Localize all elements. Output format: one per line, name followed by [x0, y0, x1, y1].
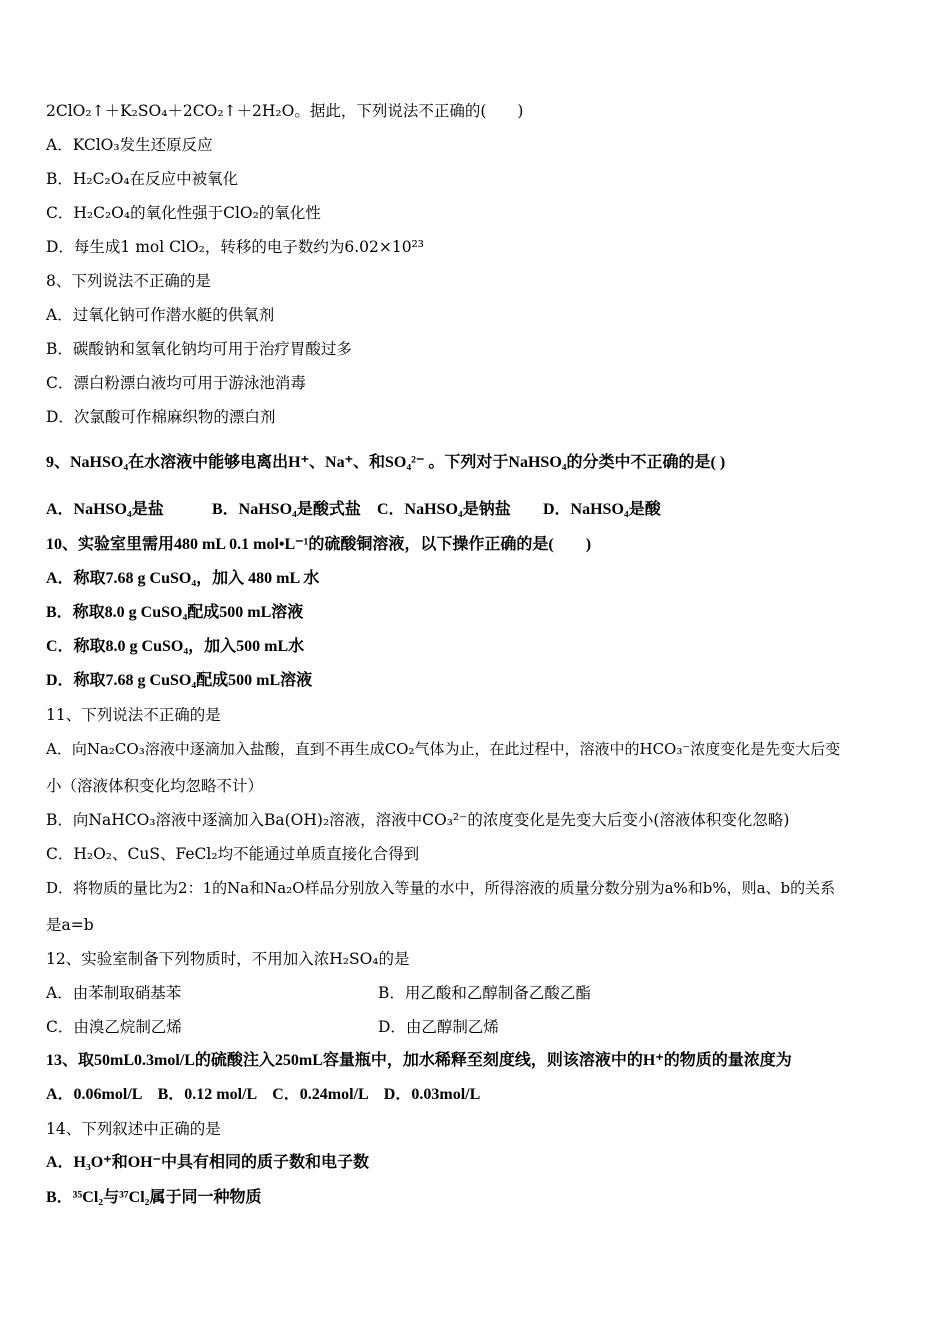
q10-option-b: B．称取8.0 g CuSO₄配成500 mL溶液	[46, 604, 304, 621]
q11-option-b: B．向NaHCO₃溶液中逐滴加入Ba(OH)₂溶液，溶液中CO₃²⁻的浓度变化是先变大后变小(溶液体积变化忽略)	[46, 811, 790, 829]
q10-option-d: D．称取7.68 g CuSO₄配成500 mL溶液	[46, 672, 313, 689]
q8-option-a: A．过氧化钠可作潜水艇的供氧剂	[46, 306, 275, 324]
q12-option-b: B．用乙酸和乙醇制备乙酸乙酯	[378, 984, 591, 1002]
q12-option-c: C．由溴乙烷制乙烯	[46, 1018, 182, 1036]
q7-option-d: D．每生成1 mol ClO₂，转移的电子数约为6.02×10²³	[46, 238, 425, 256]
q9-option-d: D．NaHSO₄是酸	[543, 501, 661, 518]
q9-option-b: B．NaHSO₄是酸式盐	[212, 501, 361, 518]
q14-stem: 14、下列叙述中正确的是	[46, 1120, 221, 1138]
q14-option-a: A．H₃O⁺和OH⁻中具有相同的质子数和电子数	[46, 1154, 370, 1171]
q12-stem: 12、实验室制备下列物质时，不用加入浓H₂SO₄的是	[46, 950, 410, 968]
q9-option-a: A．NaHSO₄是盐	[46, 501, 164, 518]
q10-stem: 10、实验室里需用480 mL 0.1 mol•L⁻¹的硫酸铜溶液，以下操作正确的是( )	[46, 536, 592, 553]
q12-option-d: D．由乙醇制乙烯	[378, 1018, 499, 1036]
q14-option-b: B．³⁵Cl₂与³⁷Cl₂属于同一种物质	[46, 1189, 262, 1206]
q11-option-d: D．将物质的量比为2：1的Na和Na₂O样品分别放入等量的水中，所得溶液的质量分数分别为a%和b%，则a、b的关系	[46, 879, 836, 897]
q8-option-d: D．次氯酸可作棉麻织物的漂白剂	[46, 408, 276, 426]
q11-option-a: A．向Na₂CO₃溶液中逐滴加入盐酸，直到不再生成CO₂气体为止，在此过程中，溶液中的HCO₃⁻浓度变化是先变大后变	[46, 740, 841, 758]
q9-option-c: C．NaHSO₄是钠盐	[377, 501, 511, 518]
q13-stem: 13、取50mL0.3mol/L的硫酸注入250mL容量瓶中，加水稀释至刻度线，则该溶液中的H⁺的物质的量浓度为	[46, 1052, 792, 1069]
q7-stem: 2ClO₂↑＋K₂SO₄＋2CO₂↑＋2H₂O。据此，下列说法不正确的( )	[46, 102, 524, 120]
q10-option-c: C．称取8.0 g CuSO₄，加入500 mL水	[46, 638, 305, 655]
q7-option-a: A．KClO₃发生还原反应	[46, 136, 213, 154]
q11-option-a-cont: 小（溶液体积变化均忽略不计）	[46, 777, 264, 795]
q12-option-a: A．由苯制取硝基苯	[46, 984, 182, 1002]
q7-option-c: C．H₂C₂O₄的氧化性强于ClO₂的氧化性	[46, 204, 321, 222]
q8-option-c: C．漂白粉漂白液均可用于游泳池消毒	[46, 374, 306, 392]
q8-stem: 8、下列说法不正确的是	[46, 272, 211, 290]
q11-option-c: C．H₂O₂、CuS、FeCl₂均不能通过单质直接化合得到	[46, 845, 420, 863]
q11-option-d-cont: 是a=b	[46, 916, 94, 934]
q10-option-a: A．称取7.68 g CuSO₄，加入 480 mL 水	[46, 570, 320, 587]
q11-stem: 11、下列说法不正确的是	[46, 706, 221, 724]
q9-stem: 9、NaHSO₄在水溶液中能够电离出H⁺、Na⁺、和SO₄²⁻ 。下列对于NaHSO₄的分类中不正确的是( )	[46, 454, 726, 471]
q8-option-b: B．碳酸钠和氢氧化钠均可用于治疗胃酸过多	[46, 340, 352, 358]
q13-options: A．0.06mol/L B．0.12 mol/L C．0.24mol/L D．0.03mol/L	[46, 1086, 481, 1103]
q7-option-b: B．H₂C₂O₄在反应中被氧化	[46, 170, 239, 188]
